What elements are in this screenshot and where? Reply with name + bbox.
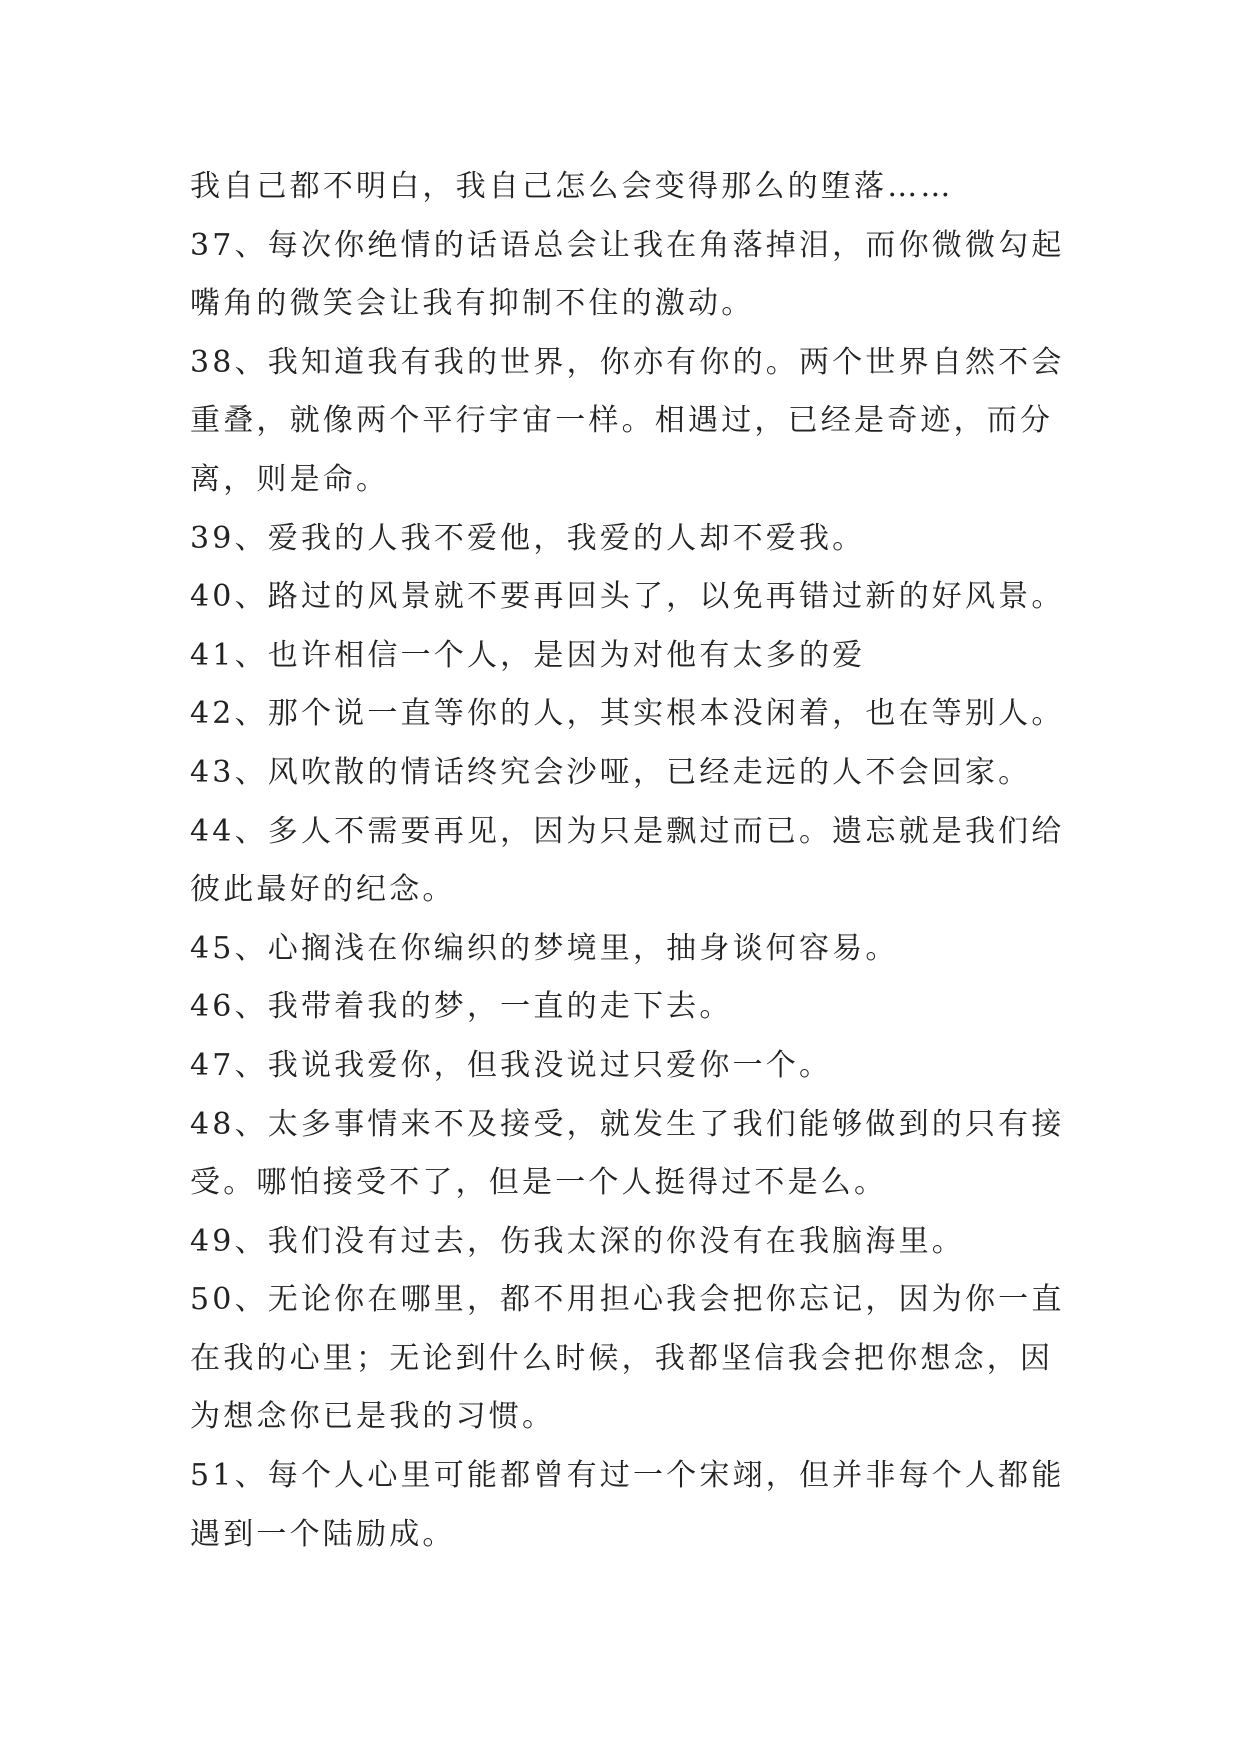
text-line: 45、心搁浅在你编织的梦境里，抽身谈何容易。 xyxy=(190,930,899,966)
text-line: 在我的心里；无论到什么时候，我都坚信我会把你想念，因 xyxy=(190,1340,1054,1376)
text-line: 49、我们没有过去，伤我太深的你没有在我脑海里。 xyxy=(190,1223,965,1259)
text-line: 为想念你已是我的习惯。 xyxy=(190,1399,556,1435)
text-line: 离，则是命。 xyxy=(190,461,390,497)
text-line: 重叠，就像两个平行宇宙一样。相遇过，已经是奇迹，而分 xyxy=(190,403,1054,439)
text-line: 44、多人不需要再见，因为只是飘过而已。遗忘就是我们给 xyxy=(190,813,1065,849)
text-line: 48、太多事情来不及接受，就发生了我们能够做到的只有接 xyxy=(190,1106,1065,1142)
text-line: 51、每个人心里可能都曾有过一个宋翊，但并非每个人都能 xyxy=(190,1458,1065,1494)
text-line: 嘴角的微笑会让我有抑制不住的激动。 xyxy=(190,286,755,322)
text-line: 37、每次你绝情的话语总会让我在角落掉泪，而你微微勾起 xyxy=(190,227,1065,263)
text-line: 46、我带着我的梦，一直的走下去。 xyxy=(190,989,733,1025)
text-line: 彼此最好的纪念。 xyxy=(190,872,456,908)
document-body xyxy=(190,158,1080,1564)
text-line: 41、也许相信一个人，是因为对他有太多的爱 xyxy=(190,637,866,673)
text-line: 43、风吹散的情话终究会沙哑，已经走远的人不会回家。 xyxy=(190,754,1032,790)
text-line: 47、我说我爱你，但我没说过只爱你一个。 xyxy=(190,1047,833,1083)
text-line: 42、那个说一直等你的人，其实根本没闲着，也在等别人。 xyxy=(190,696,1065,732)
text-line: 遇到一个陆励成。 xyxy=(190,1516,456,1552)
text-line: 40、路过的风景就不要再回头了，以免再错过新的好风景。 xyxy=(190,579,1065,615)
text-line: 受。哪怕接受不了，但是一个人挺得过不是么。 xyxy=(190,1165,888,1201)
text-line: 50、无论你在哪里，都不用担心我会把你忘记，因为你一直 xyxy=(190,1282,1065,1318)
text-line: 我自己都不明白，我自己怎么会变得那么的堕落…… xyxy=(190,169,954,204)
text-line: 38、我知道我有我的世界，你亦有你的。两个世界自然不会 xyxy=(190,344,1065,380)
text-line: 39、爱我的人我不爱他，我爱的人却不爱我。 xyxy=(190,520,866,556)
